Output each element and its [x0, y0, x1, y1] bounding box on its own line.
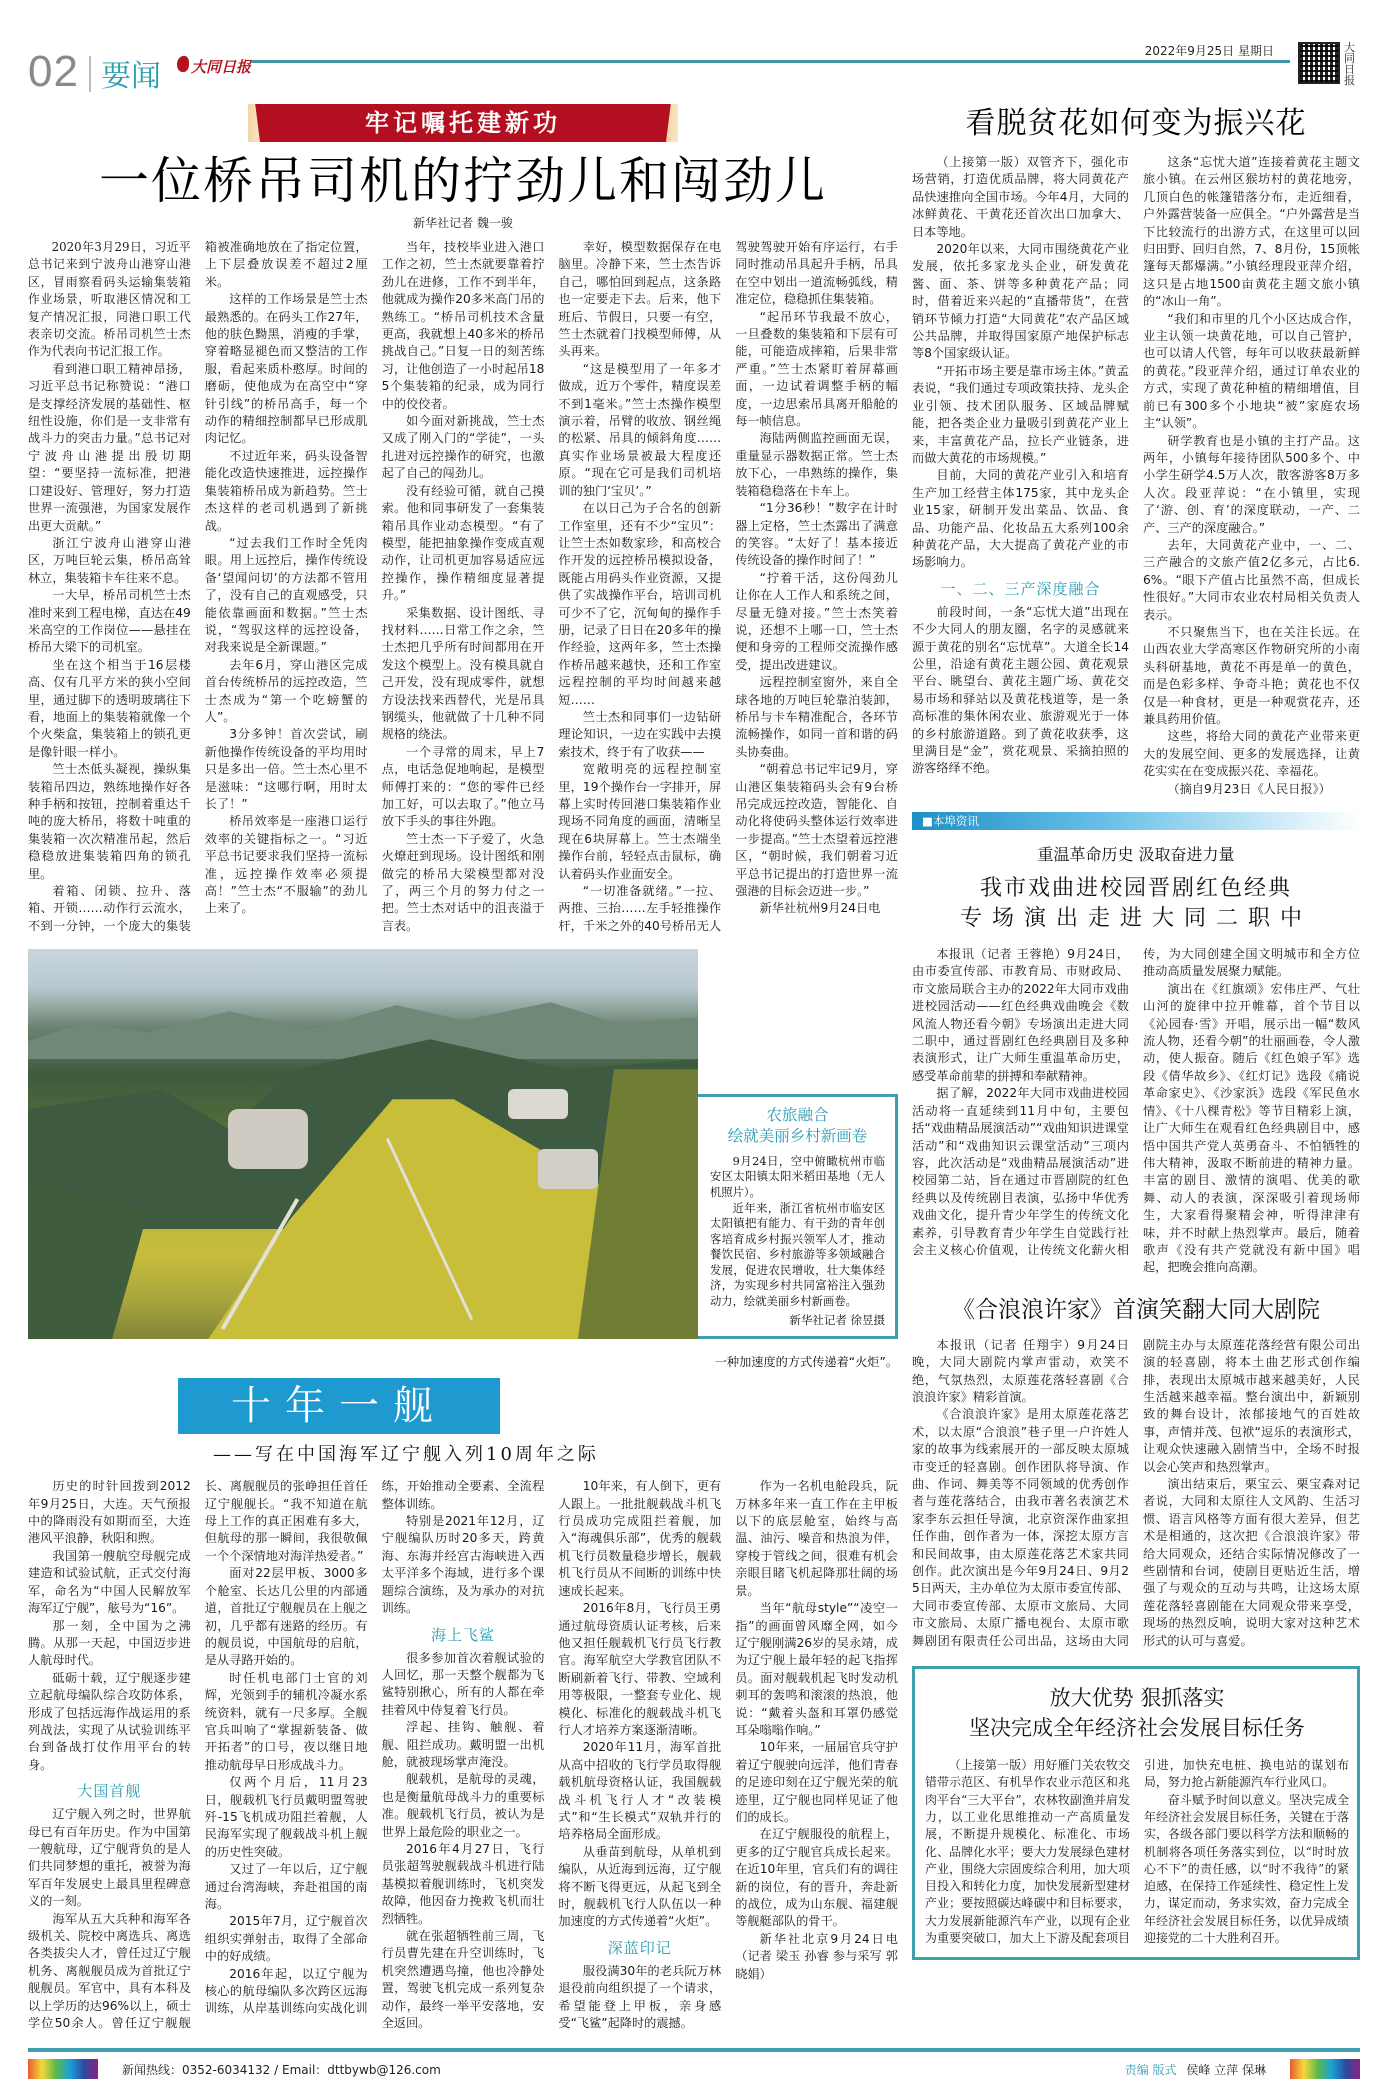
paragraph: “起吊环节我最不放心，一旦叠数的集装箱和下层有可能，可能造成摔箱，后果非常严重。”竺士杰紧盯着屏幕画面，一边试着调整手柄的幅度，一边思索吊具离开船舱的每一帧信息。 — [735, 309, 898, 429]
paragraph: 就在张超牺牲前三周，飞行员曹先建在升空训练时，飞机突然遭遇鸟撞，他也冷静处置，驾驶飞机完成一系列复杂动作，最终一举平安落地，安全返回。 — [381, 1929, 545, 2031]
paragraph: 采集数据、设计图纸、寻找材料……日常工作之余，竺士杰把几乎所有时间都用在开发这个模型上。没有模具就自己开发，没有现成零件，就想方设法找来西替代，光是吊具钢缆头，他就做了十几种不同规格的绕法。 — [381, 605, 545, 742]
paragraph: 历史的时针回拨到2012年9月25日，大连。天气预报中的降雨没有如期而至，大连港风平浪静，秋阳和煦。 — [28, 1479, 191, 1546]
paragraph: “1分36秒！”数字在计时器上定格，竺士杰露出了满意的笑容。“太好了！基本接近传统设备的操作时间了！” — [735, 501, 898, 568]
opera-article-body — [912, 946, 1360, 1277]
paragraph: 面对22层甲板、3000多个舱室、长达几公里的内部通道，首批辽宁舰舰员在上舰之初，几乎都有迷路的经历。有的舰员说，中国航母的启航，是从寻路开始的。 — [204, 1566, 368, 1668]
footer-row — [28, 2059, 1360, 2079]
caption-title-line1: 农旅融合 — [766, 1105, 829, 1124]
news-hotline: 新闻热线：0352-6034132 / Email：dttbywb@126.com — [122, 2062, 441, 2077]
paragraph: 目前，大同的黄花产业引入和培育生产加工经营主体175家，其中龙头企业15家，研制开发出菜品、饮品、食品、功能产品、化妆品五大系列100余种黄花产品，大大提高了黄花产业的市场影响力。 — [912, 468, 1129, 570]
editor-names: 侯峰 立萍 保琳 — [1186, 2062, 1266, 2077]
caption-body — [710, 1154, 885, 1329]
paragraph: 前段时间，一条“忘忧大道”出现在不少大同人的朋友圈，名字的灵感就来源于黄花的别名“忘忧草”。大道全长14公里，沿途有黄花主题公园、黄花观景平台、眺望台、黄花主题广场、黄花交易市场和驿站以及黄花栈道等，是一条高标准的集休闲农业、旅游观光于一体的乡村旅游道路。到了黄花收获季，这里满目是“金”，赏花观景、采摘拍照的游客络绎不绝。 — [912, 604, 1129, 776]
paragraph: 2020年以来，大同市围绕黄花产业发展，依托多家龙头企业，研发黄花酱、面、茶、饼等多种黄花产品；同时，借着近来兴起的“直播带货”，在营销环节倾力打造“大同黄花”农产品区域公共品牌，并取得国家原产地保护标志等8个国家级认证。 — [912, 242, 1129, 361]
paragraph: 仅两个月后，11月23日，舰载机飞行员戴明盟驾驶歼-15飞机成功阻拦着舰，人民海军实现了舰载战斗机上舰的历史性突破。 — [204, 1775, 368, 1859]
paragraph: （摘自9月23日《人民日报》） — [1167, 781, 1331, 796]
economy-commentary-box — [912, 1666, 1360, 1960]
paragraph: 如今面对新挑战，竺士杰又成了刚入门的“学徒”，一头扎进对远控操作的研究，也激起了自己的闯劲儿。 — [381, 414, 545, 481]
qr-code-icon[interactable] — [1298, 42, 1340, 84]
paragraph: 舰载机，是航母的灵魂，也是衡量航母战斗力的重要标准。舰载机飞行员，被认为是世界上最危险的职业之一。 — [381, 1772, 545, 1839]
paragraph: 海军从五大兵种和海军各级机关、院校中离选兵、离选各类拔尖人才，曾任过辽宁舰机务、离舰舰员成为首批辽宁舰舰员。军官中，具有本科及以上学历的达96%以上，硕士学位50余人。曾任辽宁舰舰长、离舰舰员的张峥担任首任辽宁舰舰长。“我不知道在航母上工作的真正困难有多大，但航母的那一瞬间，我很敬佩一个个深情地对海洋热爱者。” — [28, 1479, 368, 2031]
opera-title-line2: 专场演出走进大同二职中 — [959, 906, 1312, 932]
paragraph: “我们和市里的几个小区达成合作，业主认领一块黄花地，可以自己管护，也可以请人代管，每年可以收获最新鲜的黄花。”段亚萍介绍，通过订单农业的方式，实现了黄花种植的精细增值，目前已有300多个小地块“被”家庭农场主“认领”。 — [1143, 311, 1360, 431]
paragraph: “过去我们工作时全凭肉眼。用上远控后，操作传统设备‘望闻问切’的方法都不管用了，没有自己的直观感受，只能依靠画面和数据。”竺士杰说，“驾驭这样的远控设备，对我来说是全新课题。” — [204, 535, 368, 655]
paragraph: 2016年8月，飞行员王勇通过航母资质认证考核，后来他又担任舰载机飞行员飞行教官。海军航空大学教官团队不断刷新着飞行、带教、空域利用等极限，一整套专业化、规模化、标准化的舰载战斗机飞行人才培养方案逐渐清晰。 — [558, 1601, 722, 1737]
ship-paragraphs — [28, 1478, 191, 1774]
lead-article-title: 一位桥吊司机的拧劲儿和闯劲儿 — [99, 152, 827, 210]
paragraph: 远程控制室窗外，来自全球各地的万吨巨轮靠泊装卸，桥吊与卡车精准配合，各环节流畅操作，如同一首和谐的码头协奏曲。 — [735, 675, 898, 759]
paragraph: 当年，技校毕业进入港口工作之初，竺士杰就要靠着拧劲儿在进修，工作不到半年，他就成为操作20多米高门吊的熟练工。“桥吊司机技术含量更高，我就想上40多米的桥吊挑战自己。”日复一日的刻苦练习，让他创造了一小时起吊185个集装箱的纪录，成为同行中的佼佼者。 — [381, 240, 545, 411]
editor-roles: 责编 版式 — [1124, 2062, 1177, 2077]
paragraph: “拧着干活，这份闯劲儿让你在人工作人和系统之间，尽量无缝对接。”竺士杰笑着说，还想不上哪一口，竺士杰便和身旁的工程师交流操作感受，提出改进建议。 — [735, 570, 898, 672]
economy-title — [925, 1683, 1349, 1743]
left-column — [28, 104, 898, 2032]
paragraph: 浙江宁波舟山港穿山港区，万吨巨轮云集，桥吊高耸林立，集装箱卡车往来不息。 — [28, 535, 191, 585]
paragraph: 在以日己为子合名的创新工作室里，还有不少“宝贝”：让竺士杰如数家珍，和高校合作开发的远控桥吊模拟设备，既能占用码头作业资源，又提供了实战操作平台，培训司机可少不了它，沉甸甸的操作手册，记录了日日在20多年的操作经验，这两年多，竺士杰操作桥吊越来越快，还和工作室远程控制的平均时间越来越短…… — [558, 501, 722, 707]
paragraph: 《合浪浪许家》是用太原莲花落艺术，以太原“合浪浪”巷子里一户许姓人家的故事为线索展开的一部反映太原城市变迁的轻喜剧。创作团队将导演、作曲、作词、舞美等不同领域的优秀创作者与莲花落结合，由我市著名表演艺术家李东云担任导演，北京资深作曲家担任作曲，创作者为一体，深挖太原方言和民间故事，由太原莲花落艺术家共同创作。此次演出是今年9月24日、9月25日两天，主办单位为太原市委宣传部、大同市委宣传部、太原市文旅局、大同市文旅局、太原广播电视台、太原市歌舞剧团有限责任公司出品，这场由大同剧院主办与太原莲花落经营有限公司出演的轻喜剧，将本土曲艺形式创作编排，表现出太原城市越来越美好，人民生活越来越幸福。整台演出中，新颖别致的舞台设计，浓郁接地气的百姓故事，声情并茂、包袱“逗乐的表演形式，让观众快速融入剧情当中，全场不时报以会心笑声和热烈掌声。 — [912, 1337, 1360, 1648]
page-grid — [28, 104, 1360, 2032]
paragraph: 2015年7月，辽宁舰首次组织实弹射击，取得了全部命中的好成绩。 — [204, 1914, 368, 1964]
paragraph: 研学教育也是小镇的主打产品。这两年，小镇每年接待团队500多个、中小学生研学4.5万人次，散客游客8万多人次。段亚萍说：“在小镇里，实现了‘游、创、育’的深度联动，一产、二产、三产的深度融合。” — [1143, 433, 1360, 535]
paragraph: 一大早，桥吊司机竺士杰准时来到工程电梯，直达在49米高空的工作岗位——悬挂在桥吊大梁下的司机室。 — [28, 588, 191, 655]
ship-lead-in-text: 一种加速度的方式传递着“火炬”。 — [714, 1355, 898, 1370]
photo-caption-box — [698, 1094, 898, 1340]
caption-title-line2: 绘就美丽乡村新画卷 — [727, 1126, 868, 1145]
paragraph: “朝着总书记牢记9月，穿山港区集装箱码头会有9台桥吊完成远控改造，智能化、自动化将使码头整体运行效率进一步提高。”竺士杰望着远控港区，“朝时候，我们朝着习近平总书记提出的打造世界一流强港的目标会迈进一步。” — [735, 762, 898, 899]
ship-subhead-2: 海上飞鲨 — [430, 1625, 495, 1644]
comedy-article-title: 《合浪浪许家》首演笑翻大同大剧院 — [952, 1296, 1320, 1323]
lead-byline: 新华社记者 魏一骏 — [413, 216, 513, 230]
economy-title-line1: 放大优势 狠抓落实 — [1049, 1686, 1225, 1711]
color-bar-right — [1290, 2059, 1360, 2079]
photo-row — [28, 949, 898, 1339]
caption-credit: 新华社记者 徐昱摄 — [789, 1312, 885, 1327]
paragraph: 竺士杰和同事们一边钻研理论知识，一边在实践中去摸索技术，终于有了收获—— — [558, 709, 722, 759]
footer-rule — [28, 2048, 1360, 2052]
page-number: 02 — [28, 47, 79, 96]
opera-title-line1: 我市戏曲进校园晋剧红色经典 — [979, 876, 1292, 902]
paragraph: 10年来，一届届官兵守护着辽宁舰驶向远洋，他们青春的足迹印刻在辽宁舰光荣的航迹里，辽宁舰也同样见证了他们的成长。 — [735, 1740, 898, 1824]
paragraph: 宽敞明亮的远程控制室里，19个操作台一字排开，屏幕上实时传回港口集装箱作业现场不同角度的画面，清晰呈现在6块屏幕上。竺士杰端坐操作台前，轻轻点击鼠标，确认着码头作业面安全。 — [558, 762, 722, 881]
header-rule — [251, 60, 1290, 63]
masthead — [177, 56, 251, 77]
lead-article-body — [28, 239, 898, 935]
paragraph: 去年6月，穿山港区完成首台传统桥吊的远控改造，竺士杰成为“第一个吃螃蟹的人”。 — [204, 657, 368, 724]
paragraph: 当年“航母style”“凌空一指”的画面曾风靡全网，如今辽宁舰刚满26岁的吴永靖，成为辽宁舰上最年轻的起飞指挥员。面对舰载机起飞时发动机刺耳的轰鸣和滚滚的热浪，他说：“戴着头盔和耳罩仍感觉耳朵嗡嗡作响。” — [735, 1601, 898, 1737]
paragraph: 那一刻，全中国为之沸腾。从那一天起，中国迈步进人航母时代。 — [28, 1618, 191, 1668]
paragraph: 坐在这个相当于16层楼高、仅有几平方米的狭小空间里，通过脚下的透明玻璃往下看，地面上的集装箱就像一个个火柴盒，集装箱上的锁孔更是像针眼一样小。 — [28, 657, 191, 759]
paragraph: 本报讯（记者 任翔宇）9月24日晚，大同大剧院内掌声雷动，欢笑不绝，气氛热烈，太原莲花落轻喜剧《合浪浪许家》精彩首演。 — [912, 1337, 1129, 1404]
paragraph: “一切准备就绪。”一拉、两推、三抬……左手轻推操作杆，千米之外的40号桥吊无人驾驶驾驶开始有序运行，右手同时推动吊具起升手柄，吊具在空中划出一道流畅弧线，精准定位，稳稳抓住集装箱。 — [558, 240, 898, 933]
page-footer — [28, 2048, 1360, 2079]
paragraph: 竺士杰一下子爱了，火急火燎赶到现场。设计图纸和刚做完的桥吊大梁模型都对没了，两三个月的努力付之一把。竺士杰对话中的沮丧溢于言表。 — [381, 831, 545, 933]
opera-article-title — [912, 874, 1360, 934]
right-column — [912, 104, 1360, 2032]
paragraph: 这样的工作场景是竺士杰最熟悉的。在码头工作27年，他的肤色黝黑，消瘦的手掌，穿着略显褪色而又整洁的工作服，看起来质朴憨厚。时间的磨砺，使他成为在高空中“穿针引线”的桥吊高手，每一个动作的精细控制都早已形成肌肉记忆。 — [204, 292, 368, 446]
paragraph: “开拓市场主要是靠市场主体。”黄孟表说，“我们通过专项政策扶持、龙头企业引领、技术团队服务、区域品牌赋能，把各类企业力量吸引到黄花产业上来，丰富黄花产品，拉长产业链条，进而做大黄花的市场规模。” — [912, 363, 1129, 465]
lead-kicker-text: 牢记嘱托建新功 — [365, 109, 561, 137]
economy-body — [925, 1757, 1349, 1947]
page-header-left — [28, 47, 251, 96]
paragraph: 3分多钟！首次尝试，刷新他操作传统设备的平均用时只是多出一倍。竺士杰心里不是滋味：“这哪行啊，用时太长了！” — [204, 727, 368, 811]
paragraph: （上接第一版）用好雁门关农牧交错带示范区、有机旱作农业示范区和兆肉平台“三大平台”，农林牧副渔并肩发力，以工业化思维推动一产高质量发展，不断提升规模化、标准化、市场化、品牌化水平；要大力发展绿色建材产业，围绕大宗固废综合利用，加大项目投入和转化力度，加快发展新型建材产业；要按照碳达峰碳中和目标要求，大力发展新能源汽车产业，以现有企业为重要突破口，加大上下游及配套项目引进，加快充电桩、换电站的谋划布局，努力抢占新能源汽车行业风口。 — [925, 1758, 1349, 1946]
ship-article-body — [28, 1478, 898, 2032]
flower-subhead: 一、二、三产深度融合 — [940, 579, 1101, 598]
comedy-article-body — [912, 1337, 1360, 1650]
paragraph: 这些，将给大同的黄花产业带来更大的发展空间、更多的发展选择，让黄花实实在在变成振兴花、幸福花。 — [1143, 729, 1360, 779]
paragraph: 没有经验可循，就自己摸索。他和同事研发了一套集装箱吊具作业动态模型。“有了模型，能把抽象操作变成直观动作，让司机更加容易适应远控操作，操作精细度显著提升。” — [381, 483, 545, 603]
paragraph: 时任机电部门士官的刘辉，光领到手的辅机冷凝水系统资料，就有一尺多厚。全舰官兵叫响了“掌握新装备、做开拓者”的口号，夜以继日地推动航母早日形成战斗力。 — [204, 1670, 368, 1772]
paragraph: 不只聚焦当下，也在关注长远。在山西农业大学高寒区作物研究所的小南头科研基地，黄花不再是单一的黄色，而是色彩多样、争奇斗艳；黄花也不仅仅是一种食材，更是一种观赏花卉，还兼具药用价值。 — [1143, 624, 1360, 726]
economy-title-line2: 坚决完成全年经济社会发展目标任务 — [969, 1716, 1305, 1741]
flower-article-body — [912, 154, 1360, 798]
paragraph: 看到港口职工精神昂扬，习近平总书记称赞说：“港口是支撑经济发展的基础性、枢纽性设施，你们是一支非常有战斗力的突击力量。”总书记对宁波舟山港提出殷切期望：“要坚持一流标准，把港口建设好、管理好，努力打造世界一流强港，为国家发展作出更大贡献。” — [28, 361, 191, 533]
paragraph: 去年，大同黄花产业中，一、二、三产融合的文旅产值2亿多元，占比6.6%。“眼下产值占比虽然不高，但成长性很好。”大同市农业农村局相关负责人表示。 — [1143, 537, 1360, 622]
paragraph: 浮起、挂钩、触舰、着舰、阻拦成功。戴明盟一出机舱，就被现场掌声淹没。 — [381, 1720, 545, 1769]
paragraph: “这是模型用了一年多才做成，近万个零件，精度误差不到1毫米。”竺士杰操作模型演示着，吊臂的收放、钢丝绳的松紧、吊具的倾斜角度……真实作业场景被最大程度还原。“现在它可是我们司机培训的独门‘宝贝’。” — [558, 361, 722, 498]
paragraph: 我国第一艘航空母舰完成建造和试验试航，正式交付海军，命名为“中国人民解放军海军辽宁舰”，舷号为“16”。 — [28, 1548, 191, 1616]
paragraph: 2016年4月27日，飞行员张超驾驶舰载战斗机进行陆基模拟着舰训练时，飞机突发故障，他因奋力挽救飞机而壮烈牺牲。 — [381, 1841, 545, 1926]
paragraph: 新华社杭州9月24日电 — [759, 901, 881, 916]
paragraph: 奋斗赋予时间以意义。坚决完成全年经济社会发展目标任务，关键在于落实，各级各部门要以科学方法和顺畅的机制将各项任务落实到位，以“时时放心不下”的责任感，以“时不我待”的紧迫感，在保持工作延续性、稳定性上发力，谋定而动，务求实效，奋力完成全年经济社会发展目标任务，以优异成绩迎接党的二十大胜利召开。 — [1144, 1792, 1349, 1946]
paragraph: 着箱、闭锁、拉升、落箱、开锁……动作行云流水，不到一分钟，一个庞大的集装箱被准确地放在了指定位置，上下层叠放误差不超过2厘米。 — [28, 240, 368, 933]
paragraph: 新华社北京9月24日电（记者 梁玉 孙睿 参与采写 郭晓娟） — [735, 1931, 898, 1981]
local-news-bar — [912, 812, 1360, 830]
paragraph: 2020年11月，海军首批从高中招收的飞行学员取得舰载机航母资格认证，我国舰载战斗机飞行人才“改装模式”和“生长模式”双轨并行的培养格局全面形成。 — [558, 1740, 722, 1842]
paragraph: 一个寻常的周末，早上7点，电话急促地响起，是模型师傅打来的：“您的零件已经加工好，可以去取了。”他立马放下手头的事往外跑。 — [381, 744, 545, 829]
caption-paragraph: 9月24日，空中俯瞰杭州市临安区太阳镇太阳米稻田基地（无人机照片）。 — [710, 1154, 885, 1199]
page-header — [28, 30, 1360, 94]
flower-article-title: 看脱贫花如何变为振兴花 — [965, 106, 1307, 141]
paragraph: 作为一名机电舱段兵，阮万林多年来一直工作在主甲板以下的底层舱室，始终与高温、油污、噪音和热浪为伴，穿梭于管线之间，很难有机会亲眼目睹飞机起降那壮阔的场景。 — [735, 1479, 898, 1598]
caption-title — [710, 1105, 885, 1147]
masthead-flame-icon — [177, 56, 189, 72]
paragraph: 砥砺十载，辽宁舰逐步建立起航母编队综合攻防体系，形成了包括远海作战运用的系列战法，实现了从试验训练平台到备战打仗作用平台的转身。 — [28, 1670, 191, 1772]
header-divider — [89, 56, 91, 92]
paragraph: 据了解，2022年大同市戏曲进校园活动将一直延续到11月中旬，主要包括“戏曲精品展演活动”“戏曲知识进课堂活动”和“戏曲知识云课堂活动”三项内容，此次活动是“戏曲精品展演活动”进校园第二站，旨在通过市晋剧院的红色经典以及传统剧目表演，弘扬中华优秀戏曲文化，提升青少年学生的传统文化素养，引导教育青少年学生自觉践行社会主义核心价值观，让传统文化薪火相传，为大同创建全国文明城市和全方位推动高质量发展聚力赋能。 — [912, 947, 1360, 1257]
local-news-label: ■本埠资讯 — [922, 814, 979, 829]
paragraph: 演出在《红旗颂》宏伟庄严、气壮山河的旋律中拉开帷幕，首个节目以《沁园春·雪》开唱，展示出一幅“数风流人物，还看今朝”的壮丽画卷，令人激动，使人振奋。随后《红色娘子军》选段《倩华故乡》、《红灯记》选段《痛说革命家史》、《沙家浜》选段《军民鱼水情》、《十八棵青松》等节目精彩上演，让广大师生在观看红色经典剧目中，感悟中国共产党人英勇奋斗、不怕牺牲的伟大精神，汲取不断前进的精神力量。丰富的剧目、激情的演唱、优美的歌舞、动人的表演，深深吸引着现场师生，大家看得聚精会神，听得津津有味，并不时献上热烈掌声。最后，随着歌声《没有共产党就没有新中国》唱起，把晚会推向高潮。 — [1143, 981, 1360, 1275]
caption-paragraph: 近年来，浙江省杭州市临安区太阳镇把有能力、有干劲的青年创客培育成乡村振兴领军人才，推动餐饮民宿、乡村旅游等多领域融合发展，促进农民增收，壮大集体经济，为实现乡村共同富裕注入强劲动力，绘就美丽乡村新画卷。 — [710, 1201, 885, 1309]
masthead-logo: 大同日报 — [190, 58, 251, 76]
lead-kicker-banner — [248, 104, 678, 142]
header-rule-area — [251, 30, 1360, 94]
ship-article-subtitle: ——写在中国海军辽宁舰入列10周年之际 — [213, 1444, 599, 1466]
paragraph: 竺士杰低头凝视，操纵集装箱吊四边，熟练地操作好各种手柄和按钮，控制着重达千吨的庞大桥吊，将数十吨重的集装箱一次次精准吊起，然后稳稳放进集装箱四角的锁孔里。 — [28, 762, 191, 881]
paragraph: 本报讯（记者 王蓉艳）9月24日，由市委宣传部、市教育局、市财政局、市文旅局联合主办的2022年大同市戏曲进校园活动——红色经典戏曲晚会《数风流人物还看今朝》专场演出走进大同二职中，通过晋剧红色经典剧目及多种表演形式，让广大师生重温革命历史，感受革命前辈的拼搏和奉献精神。 — [912, 947, 1129, 1083]
ship-article-title: 十年一舰 — [178, 1378, 500, 1434]
paragraph: 特别是2021年12月，辽宁舰编队历时20多天，跨黄海、东海并经宫古海峡进入西太平洋多个海域，进行多个课题综合演练，及为承办的对抗训练。 — [381, 1514, 545, 1616]
paragraph: 服役满30年的老兵阮万林退役前向组织提了一个请求，希望能登上甲板，亲身感受“飞鲨”起降时的震撼。 — [558, 1963, 722, 2031]
section-name: 要闻 — [100, 59, 161, 94]
paragraph: 桥吊效率是一座港口运行效率的关键指标之一。“习近平总书记要求我们坚持一流标准，远控操作效率必须提高！”竺士杰“不服输”的劲儿上来了。 — [204, 814, 368, 916]
paragraph: 这条“忘忧大道”连接着黄花主题文旅小镇。在云州区猴坊村的黄花地旁，几顶白色的帐篷错落分布，走近细看，户外露营装备一应俱全。“户外露营是当下比较流行的出游方式，在这里可以回归田野、回归自然，7、8月份，15顶帐篷每天都爆满。”小镇经理段亚萍介绍，这只是占地1500亩黄花主题文旅小镇的“冰山一角”。 — [1143, 155, 1360, 309]
color-bar-left — [28, 2059, 98, 2079]
paragraph: 辽宁舰入列之时，世界航母已有百年历史。作为中国第一艘航母，辽宁舰背负的是人们共同梦想的重托，被誉为海军百年发展史上最具里程碑意义的一刻。 — [28, 1807, 191, 1909]
paragraph: 幸好，模型数据保存在电脑里。冷静下来，竺士杰告诉自己，哪怕回到起点，这条路也一定要走下去。后来，他下班后、节假日，只要一有空，竺士杰就着门找模型师傅，从头再来。 — [558, 240, 722, 359]
editor-credits — [1125, 2061, 1266, 2078]
ship-subhead-3: 深蓝印记 — [607, 1938, 672, 1957]
paragraph: （上接第一版）双管齐下，强化市场营销，打造优质品牌，将大同黄花产品快速推向全国市场。今年4月，大同的冰鲜黄花、干黄花还首次出口加拿大、日本等地。 — [912, 155, 1129, 239]
paragraph: 从垂苗到航母，从单机到编队，从近海到远海，辽宁舰将不断飞得更远，从起飞到全时，舰载机飞行人队伍以一种加速度的方式传递着“火炬”。 — [558, 1844, 722, 1929]
paragraph: 不过近年来，码头设备智能化改造快速推进，远控操作集装箱桥吊成为新趋势。竺士杰这样的老司机遇到了新挑战。 — [204, 448, 368, 533]
flower-paragraphs — [912, 154, 1129, 572]
paragraph: 海陆两侧监控画面无误，重量显示器数据正常。竺士杰放下心，一串熟练的操作，集装箱稳稳落在卡车上。 — [735, 431, 898, 498]
paragraph: 又过了一年以后，辽宁舰通过台湾海峡，奔赴祖国的南海。 — [204, 1862, 368, 1911]
paragraph: 很多参加首次着舰试验的人回忆，那一天整个舰都为飞鲨特别揪心，所有的人都在牵挂着风中侍复着飞行员。 — [381, 1650, 545, 1717]
aerial-rice-field-photo — [28, 949, 698, 1339]
opera-kicker: 重温革命历史 汲取奋进力量 — [1037, 845, 1235, 865]
paragraph: 10年来，有人倒下，更有人跟上。一批批舰载战斗机飞行员成功完成阻拦着舰，加入“海魂俱乐部”，优秀的舰载机飞行员数量稳步增长，舰载机飞行员从不间断的训练中快速成长起来。 — [558, 1479, 722, 1598]
lead-intro-paragraph: 2020年3月29日，习近平总书记来到宁波舟山港穿山港区，冒雨察看码头运输集装箱作业场景，听取港区情况和工复产情况汇报，同港口职工代表亲切交流。桥吊司机竺士杰作为代表向书记汇报工作。 — [28, 240, 191, 359]
ship-subhead-1: 大国首舰 — [77, 1782, 142, 1801]
paragraph: 在辽宁舰服役的航程上，更多的辽宁舰官兵成长起来。在近10年里，官兵们有的调往新的岗位，有的晋升，奔赴新的战位，成为山东舰、福建舰等舰艇部队的骨干。 — [735, 1827, 898, 1929]
paragraph: 演出结束后，栗宝云、栗宝森对记者说，大同和太原往人文风韵、生活习惯、语言风格等方面有很大差异，但艺术是相通的，这次把《合浪浪许家》带给大同观众，还结合实际情况修改了一些剧情和台词，使剧目更贴近生活，增强了与观众的互动与共鸣，让这场太原莲花落轻喜剧能在大同观众带来享受，现场的热烈反响，说明大家对这种艺术形式的认可与喜爱。 — [1143, 1477, 1360, 1648]
qr-label: 大同日报 — [1344, 41, 1355, 87]
issue-date: 2022年9月25日 星期日 — [1144, 44, 1274, 58]
paragraph: 2016年起，以辽宁舰为核心的航母编队多次跨区远海训练，从岸基训练向实战化训练，开始推动全要素、全流程整体训练。 — [204, 1479, 545, 2016]
